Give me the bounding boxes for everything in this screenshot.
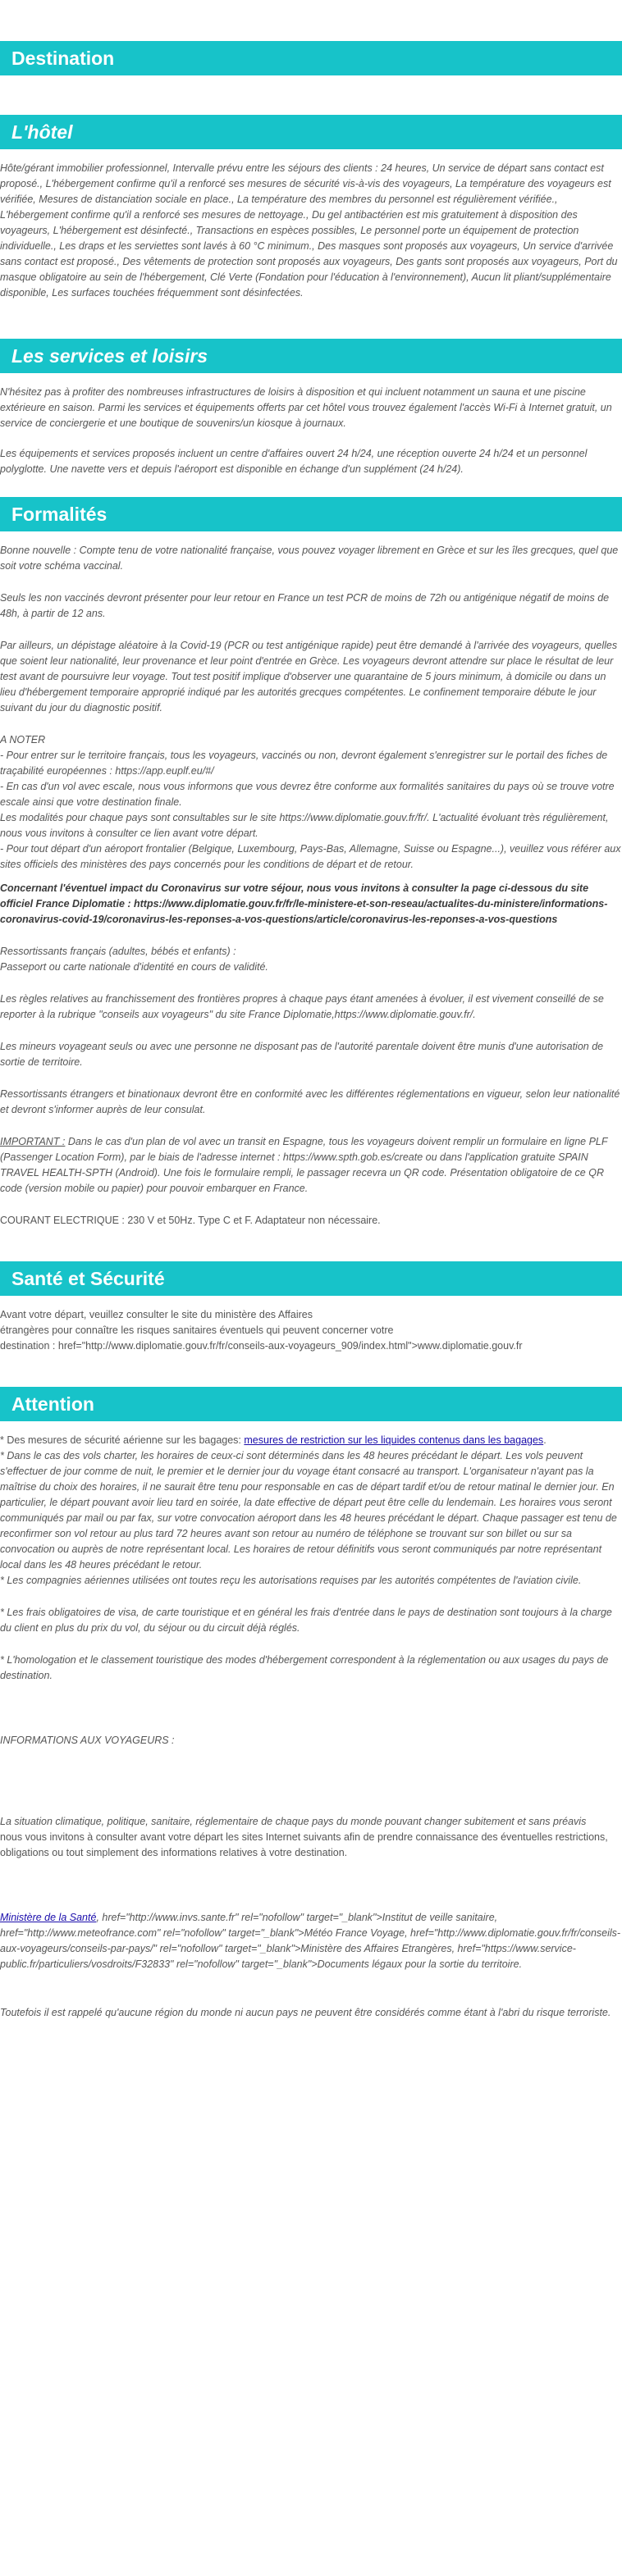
liquides-restriction-link[interactable]: mesures de restriction sur les liquides contenus dans les bagages (244, 1434, 544, 1446)
regles-paragraph: Les règles relatives au franchissement des frontières propres à chaque pays étant amenées à évoluer, il est vivement conseillé de se reporter à la rubrique "conseils aux voyageurs" du site France Diplomatie,https://www.diplomatie.gouv.fr/. (0, 993, 604, 1020)
attention-compagnies: * Les compagnies aériennes utilisées ont toutes reçu les autorisations requises par les autorités compétentes de l'aviation civile. (0, 1575, 582, 1586)
note-block (0, 732, 622, 873)
mineurs-paragraph: Les mineurs voyageant seuls ou avec une personne ne disposant pas de l'autorité parentale doivent être munis d'une autorisation de sortie de territoire. (0, 1041, 604, 1068)
services-paragraph-2: Les équipements et services proposés incluent un centre d'affaires ouvert 24 h/24, une réception ouverte 24 h/24 et un personnel polyglotte. Une navette vers et depuis l'aéroport est disponible en échange d'un supplément (24 h/24). (0, 448, 588, 475)
attention-charter: * Dans le cas des vols charter, les horaires de ceux-ci sont déterminés dans les 48 heures précédant le départ. Les vols peuvent s'effectuer de jour comme de nuit, le premier et le dernier jour du voyage étant consacré au transport. L'organisateur n'ayant pas la maîtrise du choix des horaires, il ne saurait être tenu pour responsable en cas de départ tardif et/ou de retour matinal le dernier jour. En particulier, le départ pouvant avoir lieu tard en soirée, la date effective de départ peut être celle du lendemain. Les horaires vous seront communiqués par mail ou par fax, sur votre convocation aéroport dans les 48 heures précédant le départ. Chaque passager est tenu de reconfirmer son vol retour au plus tard 72 heures avant son retour au numéro de téléphone se trouvant sur son billet ou sur sa convocation ou auprès de notre représentant local. Les horaires de retour définitifs vous seront communiqués par notre représentant local dans les 48 heures précédant le retour. (0, 1450, 617, 1571)
attention-bagages-suffix: . (543, 1434, 547, 1446)
destination-title: Destination (0, 41, 622, 75)
attention-title: Attention (0, 1387, 622, 1421)
situation-line-2: nous vous invitons à consulter avant votre départ les sites Internet suivants afin de prendre connaissance des éventuelles restrictions, obligations ou tout simplement des informations relatives à votre destination. (0, 1831, 608, 1858)
etrangers-paragraph: Ressortissants étrangers et binationaux devront être en conformité avec les différentes réglementations en vigueur, selon leur nationalité et devront s'informer auprès de leur consulat. (0, 1088, 620, 1115)
terrorisme-notice: Toutefois il est rappelé qu'aucune région du monde ni aucun pays ne peuvent être considérés comme étant à l'abri du risque terroriste. (0, 2007, 611, 2018)
useful-links-rest: , href="http://www.invs.sante.fr" rel="nofollow" target="_blank">Institut de veille sanitaire, href="http://www.meteofrance.com" rel="nofollow" target="_blank">Météo France Voyage, href="http://www.diplomatie.gouv.fr/fr/conseils-aux-voyageurs/conseils-par-pays/" rel="nofollow" target="_blank">Ministère des Affaires Etrangères, href="https://www.service-public.fr/particuliers/vosdroits/F32833" rel="nofollow" target="_blank">Documents légaux pour la sortie du territoire. (0, 1912, 621, 1970)
note-line: Les modalités pour chaque pays sont consultables sur le site https://www.diplomatie.gouv.fr/fr/. L'actualité évoluant très régulièrement, nous vous invitons à consulter ce lien avant votre départ. (0, 812, 609, 839)
useful-links (0, 1910, 622, 1972)
ministere-sante-link[interactable]: Ministère de la Santé (0, 1912, 97, 1923)
coronavirus-notice: Concernant l'éventuel impact du Coronavirus sur votre séjour, nous vous invitons à consulter la page ci-dessous du site officiel France Diplomatie : https://www.diplomatie.gouv.fr/fr/le-ministere-et-son-reseau/actualites-du-ministere/informations-coronavirus-covid-19/coronavirus-les-reponses-a-vos-questions/article/coronavirus-les-reponses-a-vos-questions (0, 882, 608, 925)
hotel-description: Hôte/gérant immobilier professionnel, Intervalle prévu entre les séjours des clients : 24 heures, Un service de départ sans contact est proposé., L'hébergement confirme qu'il a renforcé ses mesures de sécurité vis-à-vis des voyageurs, La température des voyageurs est vérifiée, Mesures de distanciation sociale en place., La température des membres du personnel est régulièrement vérifiée., L'hébergement confirme qu'il a renforcé ses mesures de nettoyage., Du gel antibactérien est mis gratuitement à disposition des voyageurs, L'hébergement est désinfecté., Transactions en espèces possibles, Le personnel porte un équipement de protection individuelle., Les draps et les serviettes sont lavés à 60 °C minimum., Des masques sont proposés aux voyageurs, Un service d'arrivée sans contact est proposé., Des vêtements de protection sont proposés aux voyageurs, Des gants sont proposés aux voyageurs, Port du masque obligatoire au sein de l'hébergement, Clé Verte (Fondation pour l'éducation à l'environnement), Aucun lit pliant/supplémentaire disponible, Les surfaces touchées fréquemment sont désinfectées. (0, 162, 618, 299)
formalites-paragraph-3: Par ailleurs, un dépistage aléatoire à la Covid-19 (PCR ou test antigénique rapide) peut être demandé à l'arrivée des voyageurs, quelles que soient leur nationalité, leur provenance et leur point d'entrée en Grèce. Les voyageurs devront attendre sur place le résultat de leur test avant de poursuivre leur voyage. Tout test positif implique d'observer une quarantaine de 5 jours minimum, à domicile ou dans un lieu d'hébergement temporaire approprié indiqué par les autorités grecques compétentes. Le confinement temporaire débute le jour suivant du jour du diagnostic positif. (0, 640, 618, 714)
attention-frais: * Les frais obligatoires de visa, de carte touristique et en général les frais d'entrée dans le pays de destination sont toujours à la charge du client en plus du prix du vol, du séjour ou du circuit déjà réglés. (0, 1607, 612, 1634)
important-paragraph (0, 1134, 622, 1197)
sante-line: étrangères pour connaître les risques sanitaires éventuels qui peuvent concerner votre (0, 1324, 394, 1336)
services-title: Les services et loisirs (0, 339, 622, 373)
note-line: - En cas d'un vol avec escale, nous vous informons que vous devrez être conforme aux formalités sanitaires du pays où se trouve votre escale ainsi que votre destination finale. (0, 781, 615, 808)
ressortissants-label: Ressortissants français (adultes, bébés et enfants) : (0, 946, 236, 957)
important-text: Dans le cas d'un plan de vol avec un transit en Espagne, tous les voyageurs doivent remplir un formulaire en ligne PLF (Passenger Location Form), par le biais de l'adresse internet : https://www.spth.gob.es/create ou dans l'application gratuite SPAIN TRAVEL HEALTH-SPTH (Android). Une fois le formulaire rempli, le passager recevra un QR code. Présentation obligatoire de ce QR code (version mobile ou papier) pour pouvoir embarquer en France. (0, 1136, 608, 1194)
important-label: IMPORTANT : (0, 1136, 66, 1147)
formalites-title: Formalités (0, 497, 622, 531)
formalites-paragraph-2: Seuls les non vaccinés devront présenter pour leur retour en France un test PCR de moins de 72h ou antigénique négatif de moins de 48h, à partir de 12 ans. (0, 592, 610, 619)
informations-voyageurs-title: INFORMATIONS AUX VOYAGEURS : (0, 1735, 175, 1746)
sante-title: Santé et Sécurité (0, 1261, 622, 1296)
note-line: - Pour tout départ d'un aéroport frontalier (Belgique, Luxembourg, Pays-Bas, Allemagne, Suisse ou Espagne...), veuillez vous référer aux sites officiels des ministères des pays concernés pour les conditions de départ et de retour. (0, 843, 621, 870)
situation-line-1: La situation climatique, politique, sanitaire, réglementaire de chaque pays du monde pouvant changer subitement et sans préavis (0, 1816, 587, 1827)
note-line: - Pour entrer sur le territoire français, tous les voyageurs, vaccinés ou non, devront également s'enregistrer sur le portail des fiches de traçabilité européennes : https://app.euplf.eu/#/ (0, 750, 608, 777)
sante-line: Avant votre départ, veuillez consulter le site du ministère des Affaires (0, 1309, 313, 1320)
ressortissants-docs: Passeport ou carte nationale d'identité en cours de validité. (0, 961, 268, 973)
attention-bagages-prefix: * Des mesures de sécurité aérienne sur les bagages: (0, 1434, 245, 1446)
note-line: A NOTER (0, 734, 46, 745)
attention-bagages (0, 1433, 622, 1448)
sante-line: destination : href="http://www.diplomatie.gouv.fr/fr/conseils-aux-voyageurs_909/index.html">www.diplomatie.gouv.fr (0, 1340, 523, 1352)
courant-electrique: COURANT ELECTRIQUE : 230 V et 50Hz. Type C et F. Adaptateur non nécessaire. (0, 1215, 381, 1226)
hotel-title: L'hôtel (0, 115, 622, 149)
services-paragraph-1: N'hésitez pas à profiter des nombreuses infrastructures de loisirs à disposition et qui incluent notamment un sauna et une piscine extérieure en saison. Parmi les services et équipements offerts par cet hôtel vous trouvez également l'accès Wi-Fi à Internet gratuit, un service de conciergerie et une boutique de souvenirs/un kiosque à journaux. (0, 386, 612, 429)
attention-homologation: * L'homologation et le classement touristique des modes d'hébergement correspondent à la réglementation ou aux usages du pays de destination. (0, 1654, 609, 1681)
formalites-paragraph-1: Bonne nouvelle : Compte tenu de votre nationalité française, vous pouvez voyager librement en Grèce et sur les îles grecques, quel que soit votre schéma vaccinal. (0, 545, 619, 572)
